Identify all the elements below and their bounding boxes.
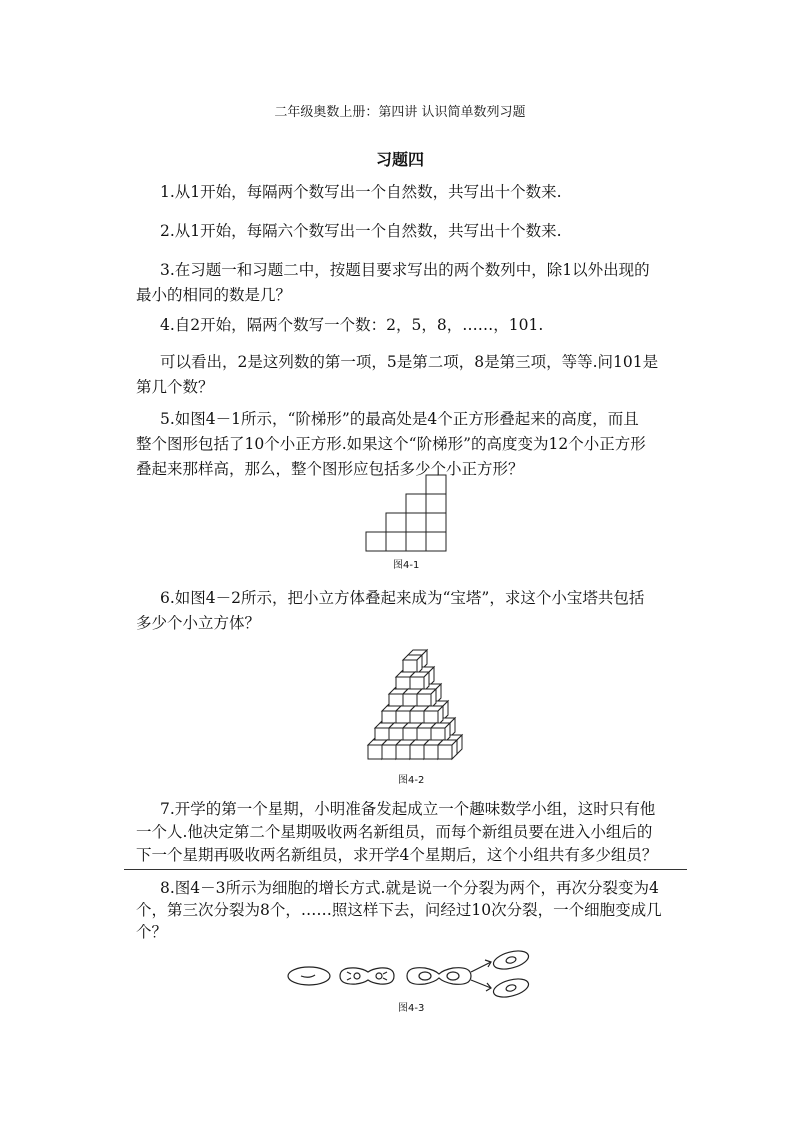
problem-6-line-1: 6.如图4－2所示，把小立方体叠起来成为“宝塔”，求这个小宝塔共包括: [160, 589, 645, 607]
problem-3-line-1: 3.在习题一和习题二中，按题目要求写出的两个数列中，除1以外出现的: [160, 261, 650, 279]
problem-4b-line-2: 第几个数？: [136, 378, 214, 396]
cube-icon: [424, 706, 443, 725]
cell-icon: [288, 967, 330, 985]
problem-7-line-3: 下一个星期再吸收两名新组员，求开学4个星期后，这个小组共有多少组员？: [136, 846, 658, 864]
figure-4-2-caption: 图4-2: [398, 775, 425, 786]
dividing-cell-icon: [340, 968, 394, 984]
problem-4b-line-1: 可以看出，2是这列数的第一项，5是第二项，8是第三项，等等.问101是: [160, 353, 659, 371]
problem-7-line-1: 7.开学的第一个星期，小明准备发起成立一个趣味数学小组，这时只有他: [160, 800, 656, 818]
cube-icon: [410, 672, 429, 691]
cube-icon: [431, 723, 450, 742]
cube-pagoda-figure: [350, 640, 470, 768]
page-header: 二年级奥数上册：第四讲 认识简单数列习题: [274, 105, 526, 120]
problem-2: 2.从1开始，每隔六个数写出一个自然数，共写出十个数来.: [160, 222, 562, 240]
cube-icon: [417, 689, 436, 708]
staircase-figure: [364, 472, 454, 552]
problem-8-line-2: 个，第三次分裂为8个，……照这样下去，问经过10次分裂，一个细胞变成几: [136, 901, 662, 919]
problem-3-line-2: 最小的相同的数是几？: [136, 286, 292, 304]
problem-7-line-2: 一个人.他决定第二个星期吸收两名新组员，而每个新组员要在进入小组后的: [136, 823, 653, 841]
cell-division-figure: [285, 948, 535, 998]
problem-8-line-1: 8.图4－3所示为细胞的增长方式.就是说一个分裂为两个，再次分裂变为4: [160, 879, 659, 897]
daughter-cell-icon: [492, 976, 531, 998]
daughter-cell-icon: [492, 948, 531, 972]
problem-8-line-3: 个？: [136, 923, 168, 941]
figure-4-3-caption: 图4-3: [398, 1003, 425, 1014]
problem-5-line-3: 叠起来那样高，那么，整个图形应包括多少个小正方形？: [136, 460, 524, 478]
figure-4-1-caption: 图4-1: [393, 560, 420, 571]
horizontal-rule: [124, 869, 687, 870]
problem-5-line-2: 整个图形包括了10个小正方形.如果这个“阶梯形”的高度变为12个小正方形: [136, 435, 646, 453]
problem-6-line-2: 多少个小立方体？: [136, 614, 261, 632]
problem-4: 4.自2开始，隔两个数写一个数：2，5，8，……，101.: [160, 316, 544, 334]
problem-5-line-1: 5.如图4－1所示，“阶梯形”的最高处是4个正方形叠起来的高度，而且: [160, 410, 639, 428]
pinched-cell-icon: [407, 968, 471, 985]
exercise-title: 习题四: [375, 150, 424, 169]
cube-icon: [403, 655, 422, 674]
problem-1: 1.从1开始，每隔两个数写出一个自然数，共写出十个数来.: [160, 183, 562, 201]
cube-icon: [438, 740, 457, 759]
